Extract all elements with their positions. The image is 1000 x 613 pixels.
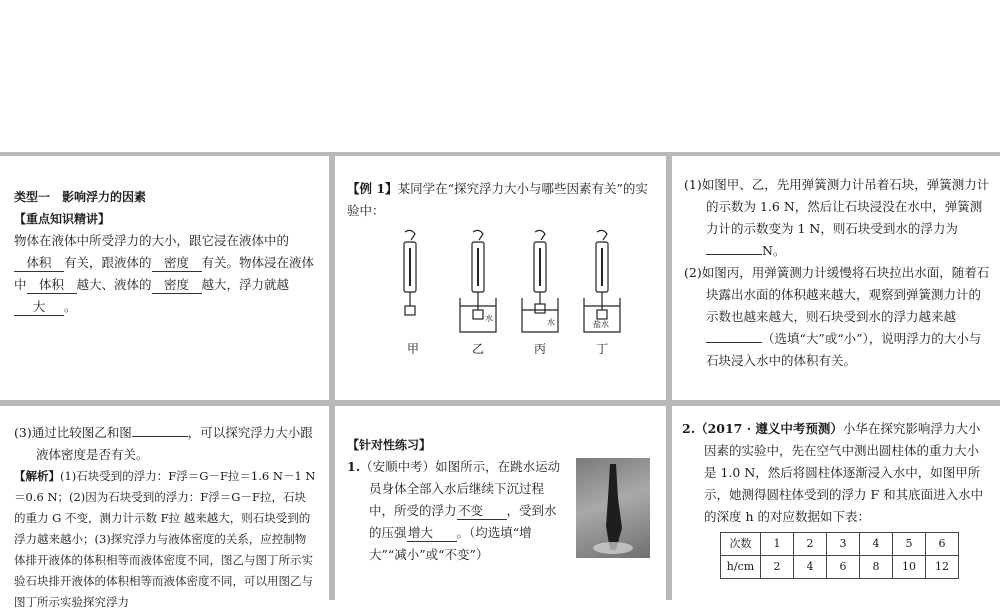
- fig-label-jia: 甲: [407, 342, 420, 356]
- setup-ding: [584, 230, 620, 332]
- example-statement: [347, 178, 654, 222]
- table-cell: 4: [794, 556, 827, 579]
- answer-blank: 增大: [407, 524, 457, 542]
- table-row: [721, 533, 959, 556]
- panel-practice: [335, 406, 666, 600]
- question-text: （安顺中考）如图所示，在跳水运动员身体全部入水后继续下沉过程中，所受的浮力: [360, 459, 561, 518]
- text-part: 越大，浮力就越: [201, 277, 290, 292]
- knowledge-paragraph: [14, 230, 315, 318]
- question-text: 通过比较图乙和图: [31, 425, 132, 440]
- water-label-yi: 水: [485, 314, 493, 323]
- answer-blank: [706, 254, 762, 255]
- question-text: 如图丙，用弹簧测力计缓慢将石块拉出水面，随着石块露出水面的体积越来越大，观察到弹簧测力计的示数也越来越大，则石块受到水的浮力越来越: [701, 265, 990, 324]
- question-text: 小华在探究影响浮力大小因素的实验中，先在空气中测出圆柱体的重力大小是 1.0 N，然后将圆柱体逐渐浸入水中，如图甲所示，她测得圆柱体受到的浮力 F 和其底面进入水中的深度 h 的对应数据如下表：: [704, 421, 984, 524]
- diver-photo: [576, 458, 650, 558]
- example-text: 某同学在“探究浮力大小与哪些因素有关”的实验中：: [347, 181, 648, 218]
- table-cell: 2: [761, 556, 794, 579]
- question-text: ，可以探究浮力大小跟液体密度是否有关。: [36, 425, 313, 462]
- experiment-figure: [347, 226, 654, 358]
- setup-jia: [404, 230, 416, 315]
- answer-blank: [132, 436, 188, 437]
- fig-label-ding: 丁: [596, 342, 609, 356]
- table-cell: 10: [893, 556, 926, 579]
- section-label: 【重点知识精讲】: [14, 212, 111, 226]
- diver-silhouette: [576, 458, 650, 558]
- question-text: （选填“大”或“小”），说明浮力的大小与石块浸入水中的体积有关。: [706, 331, 982, 368]
- question-3: [14, 422, 317, 466]
- table-cell: 12: [926, 556, 959, 579]
- type-title: 类型一 影响浮力的因素: [14, 190, 147, 204]
- question-text: N。: [762, 243, 786, 258]
- text-part: 有关，跟液体的: [64, 255, 152, 270]
- answer-blank: 大: [14, 298, 64, 316]
- answer-blank: 密度: [152, 276, 202, 294]
- table-cell: 2: [794, 533, 827, 556]
- answer-blank: 体积: [27, 276, 77, 294]
- text-part: 物体在液体中所受浮力的大小，跟它浸在液体中的: [14, 233, 290, 248]
- panel-questions-1-2: [672, 156, 1000, 400]
- practice-label: 【针对性练习】: [347, 438, 432, 452]
- table-cell: 3: [827, 533, 860, 556]
- table-cell: 5: [893, 533, 926, 556]
- table-cell: 6: [926, 533, 959, 556]
- table-row: [721, 556, 959, 579]
- question-number: (3): [14, 425, 32, 440]
- question-2: [684, 262, 990, 372]
- analysis-text: (1)石块受到的浮力：F浮＝G－F拉＝1.6 N－1 N＝0.6 N；(2)因为石块受到的浮力：F浮＝G－F拉，石块的重力 G 不变，测力计示数 F拉 越来越大，则石块受到的浮力越来越小；(3)探究浮力与液体密度的关系，应控制物体排开液体的体积相等而液体密度不同，图乙与图丁所示实验石块排开液体的体积相等而液体密度不同，可以用图乙与图丁所示实验探究浮力: [14, 469, 316, 609]
- question-number: (1): [684, 177, 702, 192]
- text-part: 。: [64, 299, 77, 314]
- question-number: (2): [684, 265, 702, 280]
- table-cell: 4: [860, 533, 893, 556]
- question-text: 。（均选填“增大”“减小”或“不变”）: [369, 525, 532, 562]
- table-cell: 次数: [721, 533, 761, 556]
- answer-blank: 密度: [152, 254, 202, 272]
- practice-question-1: [347, 456, 565, 566]
- text-part: 有关。物体浸在液体中: [14, 255, 315, 292]
- question-1: [684, 174, 990, 262]
- analysis-label: 【解析】: [14, 469, 60, 483]
- top-blank-area: [0, 0, 1000, 152]
- setup-bing: [522, 230, 558, 332]
- salt-water-label: 盐水: [593, 320, 609, 329]
- example-label: 【例 1】: [347, 181, 398, 196]
- table-cell: h/cm: [721, 556, 761, 579]
- fig-label-bing: 丙: [534, 342, 547, 356]
- panel-question-3-analysis: [0, 406, 329, 609]
- question-2017: [682, 418, 990, 528]
- question-number: 2.: [682, 421, 696, 436]
- question-source-tag: （2017 · 遵义中考预测）: [695, 421, 843, 436]
- table-cell: 6: [827, 556, 860, 579]
- question-text: 如图甲、乙，先用弹簧测力计吊着石块，弹簧测力计的示数为 1.6 N，然后让石块浸没在水中，弹簧测力计的示数变为 1 N，则石块受到水的浮力为: [701, 177, 990, 236]
- answer-blank: 不变: [457, 502, 507, 520]
- panel-example-1: [335, 156, 666, 400]
- question-number: 1.: [347, 459, 361, 474]
- panel-question-2017: [672, 406, 1000, 600]
- answer-blank: [706, 342, 762, 343]
- question-text: ，受到水的压强: [369, 503, 557, 540]
- table-cell: 8: [860, 556, 893, 579]
- table-cell: 1: [761, 533, 794, 556]
- panel-key-knowledge: [0, 156, 329, 400]
- water-label-bing: 水: [547, 318, 555, 327]
- analysis-paragraph: [14, 466, 317, 613]
- fig-label-yi: 乙: [472, 342, 485, 356]
- text-part: 越大、液体的: [76, 277, 152, 292]
- answer-blank: 体积: [14, 254, 64, 272]
- data-table: [720, 532, 959, 579]
